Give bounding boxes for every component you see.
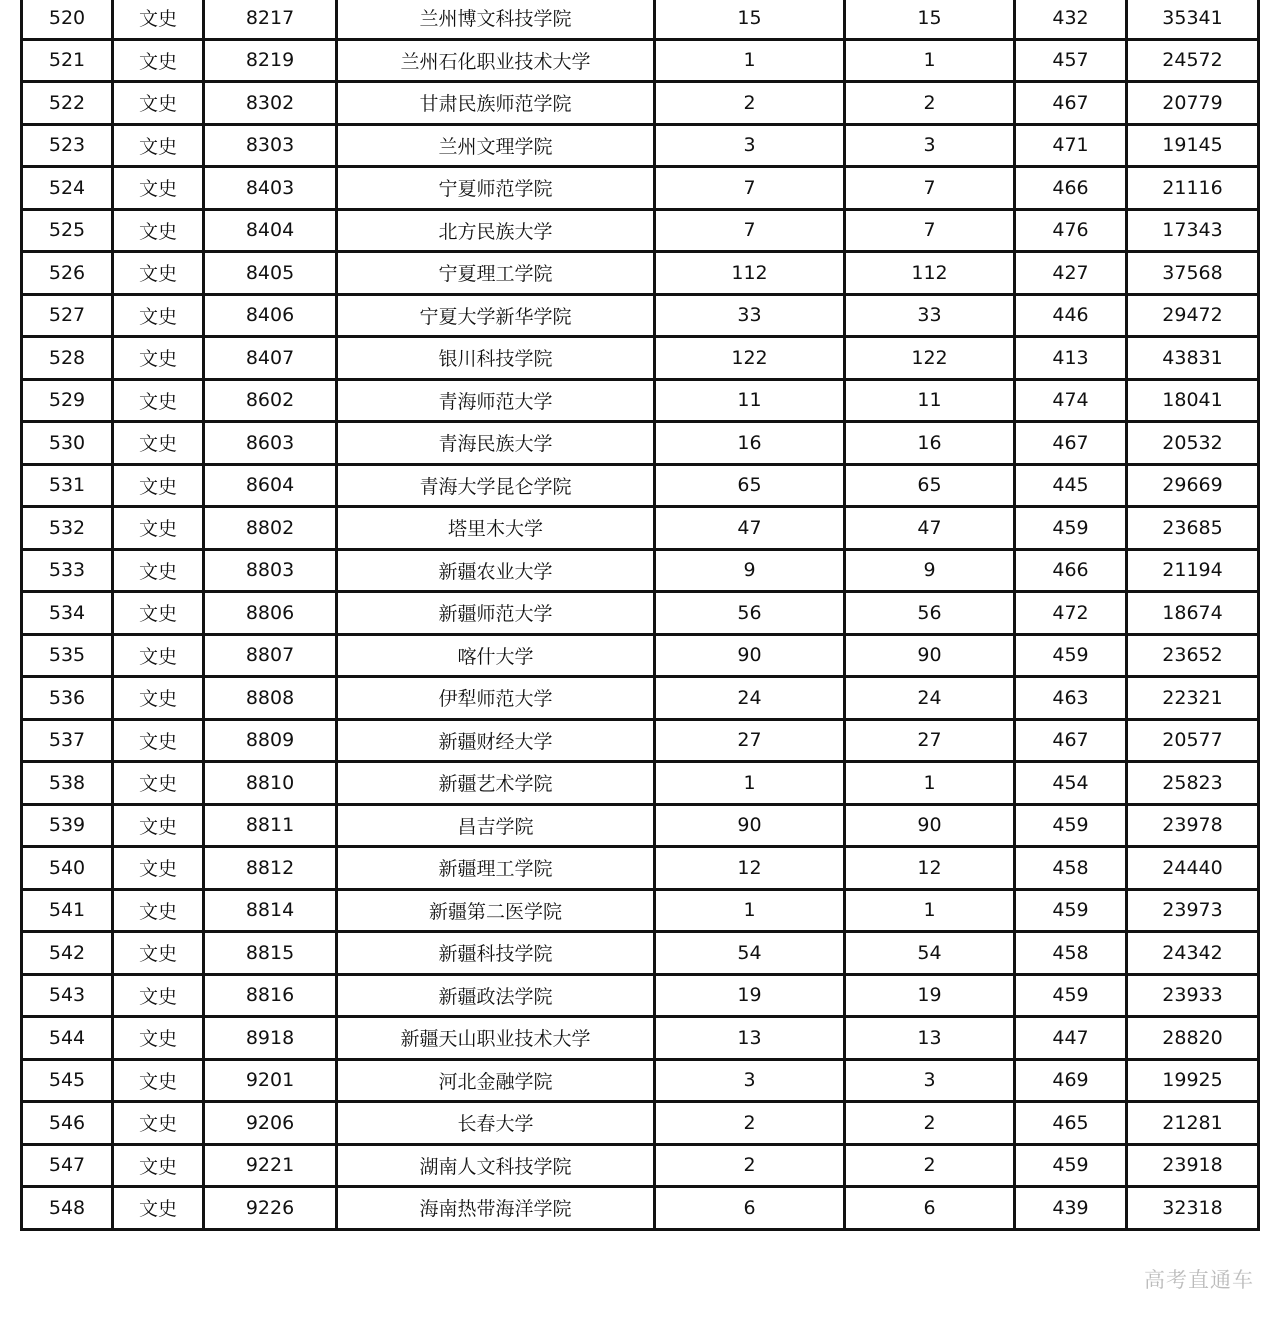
row-number-cell: 521 bbox=[22, 39, 113, 82]
table-row bbox=[22, 1144, 1259, 1187]
school-code-cell: 8303 bbox=[204, 124, 337, 167]
school-code-cell: 9206 bbox=[204, 1102, 337, 1145]
school-code-cell: 8219 bbox=[204, 39, 337, 82]
school-name-cell: 新疆财经大学 bbox=[337, 719, 655, 762]
table-row bbox=[22, 677, 1259, 720]
table-row bbox=[22, 1187, 1259, 1230]
admitted-count-cell: 16 bbox=[845, 422, 1015, 465]
row-number-cell: 546 bbox=[22, 1102, 113, 1145]
category-cell: 文史 bbox=[113, 847, 204, 890]
min-score-cell: 465 bbox=[1015, 1102, 1127, 1145]
admitted-count-cell: 1 bbox=[845, 889, 1015, 932]
school-name-cell: 新疆艺术学院 bbox=[337, 762, 655, 805]
category-cell: 文史 bbox=[113, 82, 204, 125]
admission-table bbox=[20, 0, 1260, 1231]
table-row bbox=[22, 124, 1259, 167]
plan-count-cell: 19 bbox=[655, 974, 845, 1017]
school-name-cell: 宁夏理工学院 bbox=[337, 252, 655, 295]
min-rank-cell: 32318 bbox=[1127, 1187, 1259, 1230]
min-rank-cell: 22321 bbox=[1127, 677, 1259, 720]
category-cell: 文史 bbox=[113, 209, 204, 252]
school-name-cell: 河北金融学院 bbox=[337, 1059, 655, 1102]
category-cell: 文史 bbox=[113, 762, 204, 805]
table-row bbox=[22, 294, 1259, 337]
category-cell: 文史 bbox=[113, 379, 204, 422]
table-row bbox=[22, 167, 1259, 210]
table-body bbox=[22, 0, 1259, 1229]
min-rank-cell: 19145 bbox=[1127, 124, 1259, 167]
table-row bbox=[22, 847, 1259, 890]
admitted-count-cell: 11 bbox=[845, 379, 1015, 422]
school-code-cell: 8810 bbox=[204, 762, 337, 805]
plan-count-cell: 24 bbox=[655, 677, 845, 720]
category-cell: 文史 bbox=[113, 677, 204, 720]
admitted-count-cell: 90 bbox=[845, 634, 1015, 677]
row-number-cell: 543 bbox=[22, 974, 113, 1017]
admitted-count-cell: 7 bbox=[845, 167, 1015, 210]
min-rank-cell: 20779 bbox=[1127, 82, 1259, 125]
school-name-cell: 海南热带海洋学院 bbox=[337, 1187, 655, 1230]
school-name-cell: 银川科技学院 bbox=[337, 337, 655, 380]
admitted-count-cell: 2 bbox=[845, 1102, 1015, 1145]
school-code-cell: 8812 bbox=[204, 847, 337, 890]
admitted-count-cell: 2 bbox=[845, 82, 1015, 125]
category-cell: 文史 bbox=[113, 592, 204, 635]
min-rank-cell: 37568 bbox=[1127, 252, 1259, 295]
admitted-count-cell: 15 bbox=[845, 0, 1015, 39]
table-row bbox=[22, 464, 1259, 507]
min-score-cell: 457 bbox=[1015, 39, 1127, 82]
min-score-cell: 427 bbox=[1015, 252, 1127, 295]
min-rank-cell: 24572 bbox=[1127, 39, 1259, 82]
admitted-count-cell: 3 bbox=[845, 124, 1015, 167]
school-name-cell: 甘肃民族师范学院 bbox=[337, 82, 655, 125]
plan-count-cell: 12 bbox=[655, 847, 845, 890]
category-cell: 文史 bbox=[113, 124, 204, 167]
min-score-cell: 459 bbox=[1015, 1144, 1127, 1187]
school-name-cell: 新疆师范大学 bbox=[337, 592, 655, 635]
table-row bbox=[22, 39, 1259, 82]
school-name-cell: 新疆第二医学院 bbox=[337, 889, 655, 932]
min-score-cell: 471 bbox=[1015, 124, 1127, 167]
row-number-cell: 541 bbox=[22, 889, 113, 932]
school-code-cell: 8808 bbox=[204, 677, 337, 720]
school-code-cell: 8406 bbox=[204, 294, 337, 337]
category-cell: 文史 bbox=[113, 889, 204, 932]
admitted-count-cell: 1 bbox=[845, 39, 1015, 82]
school-name-cell: 兰州石化职业技术大学 bbox=[337, 39, 655, 82]
min-score-cell: 466 bbox=[1015, 167, 1127, 210]
admitted-count-cell: 112 bbox=[845, 252, 1015, 295]
row-number-cell: 530 bbox=[22, 422, 113, 465]
row-number-cell: 529 bbox=[22, 379, 113, 422]
admitted-count-cell: 122 bbox=[845, 337, 1015, 380]
row-number-cell: 531 bbox=[22, 464, 113, 507]
school-code-cell: 8811 bbox=[204, 804, 337, 847]
watermark: 高考直通车 bbox=[1144, 1268, 1254, 1292]
school-code-cell: 9201 bbox=[204, 1059, 337, 1102]
category-cell: 文史 bbox=[113, 0, 204, 39]
table-row bbox=[22, 762, 1259, 805]
plan-count-cell: 65 bbox=[655, 464, 845, 507]
school-code-cell: 9221 bbox=[204, 1144, 337, 1187]
school-code-cell: 8814 bbox=[204, 889, 337, 932]
plan-count-cell: 1 bbox=[655, 889, 845, 932]
category-cell: 文史 bbox=[113, 252, 204, 295]
school-name-cell: 塔里木大学 bbox=[337, 507, 655, 550]
plan-count-cell: 122 bbox=[655, 337, 845, 380]
admitted-count-cell: 9 bbox=[845, 549, 1015, 592]
plan-count-cell: 33 bbox=[655, 294, 845, 337]
school-name-cell: 宁夏师范学院 bbox=[337, 167, 655, 210]
school-name-cell: 新疆科技学院 bbox=[337, 932, 655, 975]
min-score-cell: 459 bbox=[1015, 507, 1127, 550]
school-code-cell: 8407 bbox=[204, 337, 337, 380]
row-number-cell: 539 bbox=[22, 804, 113, 847]
school-name-cell: 宁夏大学新华学院 bbox=[337, 294, 655, 337]
min-rank-cell: 20532 bbox=[1127, 422, 1259, 465]
school-name-cell: 新疆理工学院 bbox=[337, 847, 655, 890]
school-code-cell: 9226 bbox=[204, 1187, 337, 1230]
plan-count-cell: 112 bbox=[655, 252, 845, 295]
school-code-cell: 8405 bbox=[204, 252, 337, 295]
row-number-cell: 545 bbox=[22, 1059, 113, 1102]
row-number-cell: 526 bbox=[22, 252, 113, 295]
min-rank-cell: 21116 bbox=[1127, 167, 1259, 210]
plan-count-cell: 2 bbox=[655, 82, 845, 125]
min-rank-cell: 35341 bbox=[1127, 0, 1259, 39]
school-name-cell: 兰州文理学院 bbox=[337, 124, 655, 167]
school-name-cell: 新疆天山职业技术大学 bbox=[337, 1017, 655, 1060]
admitted-count-cell: 90 bbox=[845, 804, 1015, 847]
row-number-cell: 524 bbox=[22, 167, 113, 210]
min-score-cell: 447 bbox=[1015, 1017, 1127, 1060]
min-score-cell: 459 bbox=[1015, 804, 1127, 847]
min-score-cell: 439 bbox=[1015, 1187, 1127, 1230]
row-number-cell: 548 bbox=[22, 1187, 113, 1230]
admitted-count-cell: 6 bbox=[845, 1187, 1015, 1230]
min-rank-cell: 21194 bbox=[1127, 549, 1259, 592]
table-row bbox=[22, 592, 1259, 635]
admitted-count-cell: 56 bbox=[845, 592, 1015, 635]
table-row bbox=[22, 719, 1259, 762]
plan-count-cell: 6 bbox=[655, 1187, 845, 1230]
min-rank-cell: 17343 bbox=[1127, 209, 1259, 252]
min-score-cell: 458 bbox=[1015, 932, 1127, 975]
school-code-cell: 8803 bbox=[204, 549, 337, 592]
category-cell: 文史 bbox=[113, 337, 204, 380]
min-rank-cell: 23685 bbox=[1127, 507, 1259, 550]
plan-count-cell: 11 bbox=[655, 379, 845, 422]
min-rank-cell: 21281 bbox=[1127, 1102, 1259, 1145]
min-rank-cell: 43831 bbox=[1127, 337, 1259, 380]
school-code-cell: 8604 bbox=[204, 464, 337, 507]
admitted-count-cell: 12 bbox=[845, 847, 1015, 890]
admitted-count-cell: 65 bbox=[845, 464, 1015, 507]
plan-count-cell: 3 bbox=[655, 124, 845, 167]
school-code-cell: 8802 bbox=[204, 507, 337, 550]
table-row bbox=[22, 507, 1259, 550]
category-cell: 文史 bbox=[113, 1059, 204, 1102]
table-row bbox=[22, 1059, 1259, 1102]
min-score-cell: 454 bbox=[1015, 762, 1127, 805]
row-number-cell: 527 bbox=[22, 294, 113, 337]
plan-count-cell: 1 bbox=[655, 39, 845, 82]
school-code-cell: 8302 bbox=[204, 82, 337, 125]
min-score-cell: 432 bbox=[1015, 0, 1127, 39]
min-score-cell: 446 bbox=[1015, 294, 1127, 337]
school-code-cell: 8603 bbox=[204, 422, 337, 465]
row-number-cell: 542 bbox=[22, 932, 113, 975]
school-code-cell: 8807 bbox=[204, 634, 337, 677]
min-rank-cell: 29669 bbox=[1127, 464, 1259, 507]
min-rank-cell: 24440 bbox=[1127, 847, 1259, 890]
category-cell: 文史 bbox=[113, 932, 204, 975]
school-code-cell: 8918 bbox=[204, 1017, 337, 1060]
row-number-cell: 537 bbox=[22, 719, 113, 762]
admitted-count-cell: 47 bbox=[845, 507, 1015, 550]
school-name-cell: 青海民族大学 bbox=[337, 422, 655, 465]
school-code-cell: 8217 bbox=[204, 0, 337, 39]
plan-count-cell: 54 bbox=[655, 932, 845, 975]
school-code-cell: 8809 bbox=[204, 719, 337, 762]
admitted-count-cell: 24 bbox=[845, 677, 1015, 720]
plan-count-cell: 47 bbox=[655, 507, 845, 550]
table-row bbox=[22, 932, 1259, 975]
category-cell: 文史 bbox=[113, 974, 204, 1017]
admitted-count-cell: 2 bbox=[845, 1144, 1015, 1187]
school-code-cell: 8806 bbox=[204, 592, 337, 635]
min-score-cell: 463 bbox=[1015, 677, 1127, 720]
min-score-cell: 459 bbox=[1015, 974, 1127, 1017]
min-score-cell: 466 bbox=[1015, 549, 1127, 592]
school-name-cell: 新疆政法学院 bbox=[337, 974, 655, 1017]
table-row bbox=[22, 804, 1259, 847]
school-name-cell: 伊犁师范大学 bbox=[337, 677, 655, 720]
table-row bbox=[22, 0, 1259, 39]
plan-count-cell: 90 bbox=[655, 804, 845, 847]
min-rank-cell: 23918 bbox=[1127, 1144, 1259, 1187]
admitted-count-cell: 19 bbox=[845, 974, 1015, 1017]
category-cell: 文史 bbox=[113, 1187, 204, 1230]
table-row bbox=[22, 889, 1259, 932]
plan-count-cell: 27 bbox=[655, 719, 845, 762]
min-score-cell: 469 bbox=[1015, 1059, 1127, 1102]
category-cell: 文史 bbox=[113, 464, 204, 507]
row-number-cell: 523 bbox=[22, 124, 113, 167]
row-number-cell: 540 bbox=[22, 847, 113, 890]
row-number-cell: 528 bbox=[22, 337, 113, 380]
school-code-cell: 8815 bbox=[204, 932, 337, 975]
row-number-cell: 534 bbox=[22, 592, 113, 635]
admitted-count-cell: 33 bbox=[845, 294, 1015, 337]
min-rank-cell: 20577 bbox=[1127, 719, 1259, 762]
table-row bbox=[22, 549, 1259, 592]
min-score-cell: 458 bbox=[1015, 847, 1127, 890]
min-score-cell: 467 bbox=[1015, 82, 1127, 125]
min-score-cell: 472 bbox=[1015, 592, 1127, 635]
min-score-cell: 459 bbox=[1015, 889, 1127, 932]
school-name-cell: 长春大学 bbox=[337, 1102, 655, 1145]
school-code-cell: 8404 bbox=[204, 209, 337, 252]
school-name-cell: 新疆农业大学 bbox=[337, 549, 655, 592]
category-cell: 文史 bbox=[113, 634, 204, 677]
min-rank-cell: 19925 bbox=[1127, 1059, 1259, 1102]
table-row bbox=[22, 1102, 1259, 1145]
min-rank-cell: 23652 bbox=[1127, 634, 1259, 677]
category-cell: 文史 bbox=[113, 507, 204, 550]
category-cell: 文史 bbox=[113, 804, 204, 847]
plan-count-cell: 2 bbox=[655, 1102, 845, 1145]
min-score-cell: 459 bbox=[1015, 634, 1127, 677]
row-number-cell: 544 bbox=[22, 1017, 113, 1060]
min-rank-cell: 18674 bbox=[1127, 592, 1259, 635]
row-number-cell: 535 bbox=[22, 634, 113, 677]
plan-count-cell: 9 bbox=[655, 549, 845, 592]
category-cell: 文史 bbox=[113, 719, 204, 762]
min-rank-cell: 18041 bbox=[1127, 379, 1259, 422]
admitted-count-cell: 3 bbox=[845, 1059, 1015, 1102]
table-row bbox=[22, 422, 1259, 465]
school-name-cell: 青海师范大学 bbox=[337, 379, 655, 422]
table-row bbox=[22, 82, 1259, 125]
category-cell: 文史 bbox=[113, 39, 204, 82]
category-cell: 文史 bbox=[113, 1102, 204, 1145]
table-row bbox=[22, 974, 1259, 1017]
category-cell: 文史 bbox=[113, 1144, 204, 1187]
plan-count-cell: 3 bbox=[655, 1059, 845, 1102]
plan-count-cell: 1 bbox=[655, 762, 845, 805]
admitted-count-cell: 27 bbox=[845, 719, 1015, 762]
plan-count-cell: 2 bbox=[655, 1144, 845, 1187]
plan-count-cell: 56 bbox=[655, 592, 845, 635]
school-code-cell: 8602 bbox=[204, 379, 337, 422]
row-number-cell: 533 bbox=[22, 549, 113, 592]
row-number-cell: 532 bbox=[22, 507, 113, 550]
school-code-cell: 8403 bbox=[204, 167, 337, 210]
row-number-cell: 520 bbox=[22, 0, 113, 39]
row-number-cell: 538 bbox=[22, 762, 113, 805]
row-number-cell: 547 bbox=[22, 1144, 113, 1187]
min-rank-cell: 23978 bbox=[1127, 804, 1259, 847]
category-cell: 文史 bbox=[113, 294, 204, 337]
school-name-cell: 青海大学昆仑学院 bbox=[337, 464, 655, 507]
min-score-cell: 445 bbox=[1015, 464, 1127, 507]
admitted-count-cell: 7 bbox=[845, 209, 1015, 252]
min-score-cell: 476 bbox=[1015, 209, 1127, 252]
school-name-cell: 湖南人文科技学院 bbox=[337, 1144, 655, 1187]
table-row bbox=[22, 209, 1259, 252]
plan-count-cell: 7 bbox=[655, 167, 845, 210]
plan-count-cell: 16 bbox=[655, 422, 845, 465]
table-row bbox=[22, 337, 1259, 380]
admission-table-container bbox=[20, 0, 1257, 1231]
category-cell: 文史 bbox=[113, 422, 204, 465]
admitted-count-cell: 1 bbox=[845, 762, 1015, 805]
school-name-cell: 喀什大学 bbox=[337, 634, 655, 677]
row-number-cell: 525 bbox=[22, 209, 113, 252]
min-rank-cell: 23973 bbox=[1127, 889, 1259, 932]
category-cell: 文史 bbox=[113, 167, 204, 210]
row-number-cell: 522 bbox=[22, 82, 113, 125]
admitted-count-cell: 13 bbox=[845, 1017, 1015, 1060]
min-rank-cell: 29472 bbox=[1127, 294, 1259, 337]
admitted-count-cell: 54 bbox=[845, 932, 1015, 975]
min-score-cell: 413 bbox=[1015, 337, 1127, 380]
min-score-cell: 467 bbox=[1015, 422, 1127, 465]
min-rank-cell: 24342 bbox=[1127, 932, 1259, 975]
min-rank-cell: 23933 bbox=[1127, 974, 1259, 1017]
plan-count-cell: 90 bbox=[655, 634, 845, 677]
school-code-cell: 8816 bbox=[204, 974, 337, 1017]
min-score-cell: 474 bbox=[1015, 379, 1127, 422]
plan-count-cell: 7 bbox=[655, 209, 845, 252]
plan-count-cell: 15 bbox=[655, 0, 845, 39]
table-row bbox=[22, 634, 1259, 677]
school-name-cell: 兰州博文科技学院 bbox=[337, 0, 655, 39]
plan-count-cell: 13 bbox=[655, 1017, 845, 1060]
table-row bbox=[22, 379, 1259, 422]
min-rank-cell: 28820 bbox=[1127, 1017, 1259, 1060]
table-row bbox=[22, 1017, 1259, 1060]
category-cell: 文史 bbox=[113, 549, 204, 592]
school-name-cell: 北方民族大学 bbox=[337, 209, 655, 252]
table-row bbox=[22, 252, 1259, 295]
min-score-cell: 467 bbox=[1015, 719, 1127, 762]
category-cell: 文史 bbox=[113, 1017, 204, 1060]
min-rank-cell: 25823 bbox=[1127, 762, 1259, 805]
school-name-cell: 昌吉学院 bbox=[337, 804, 655, 847]
row-number-cell: 536 bbox=[22, 677, 113, 720]
